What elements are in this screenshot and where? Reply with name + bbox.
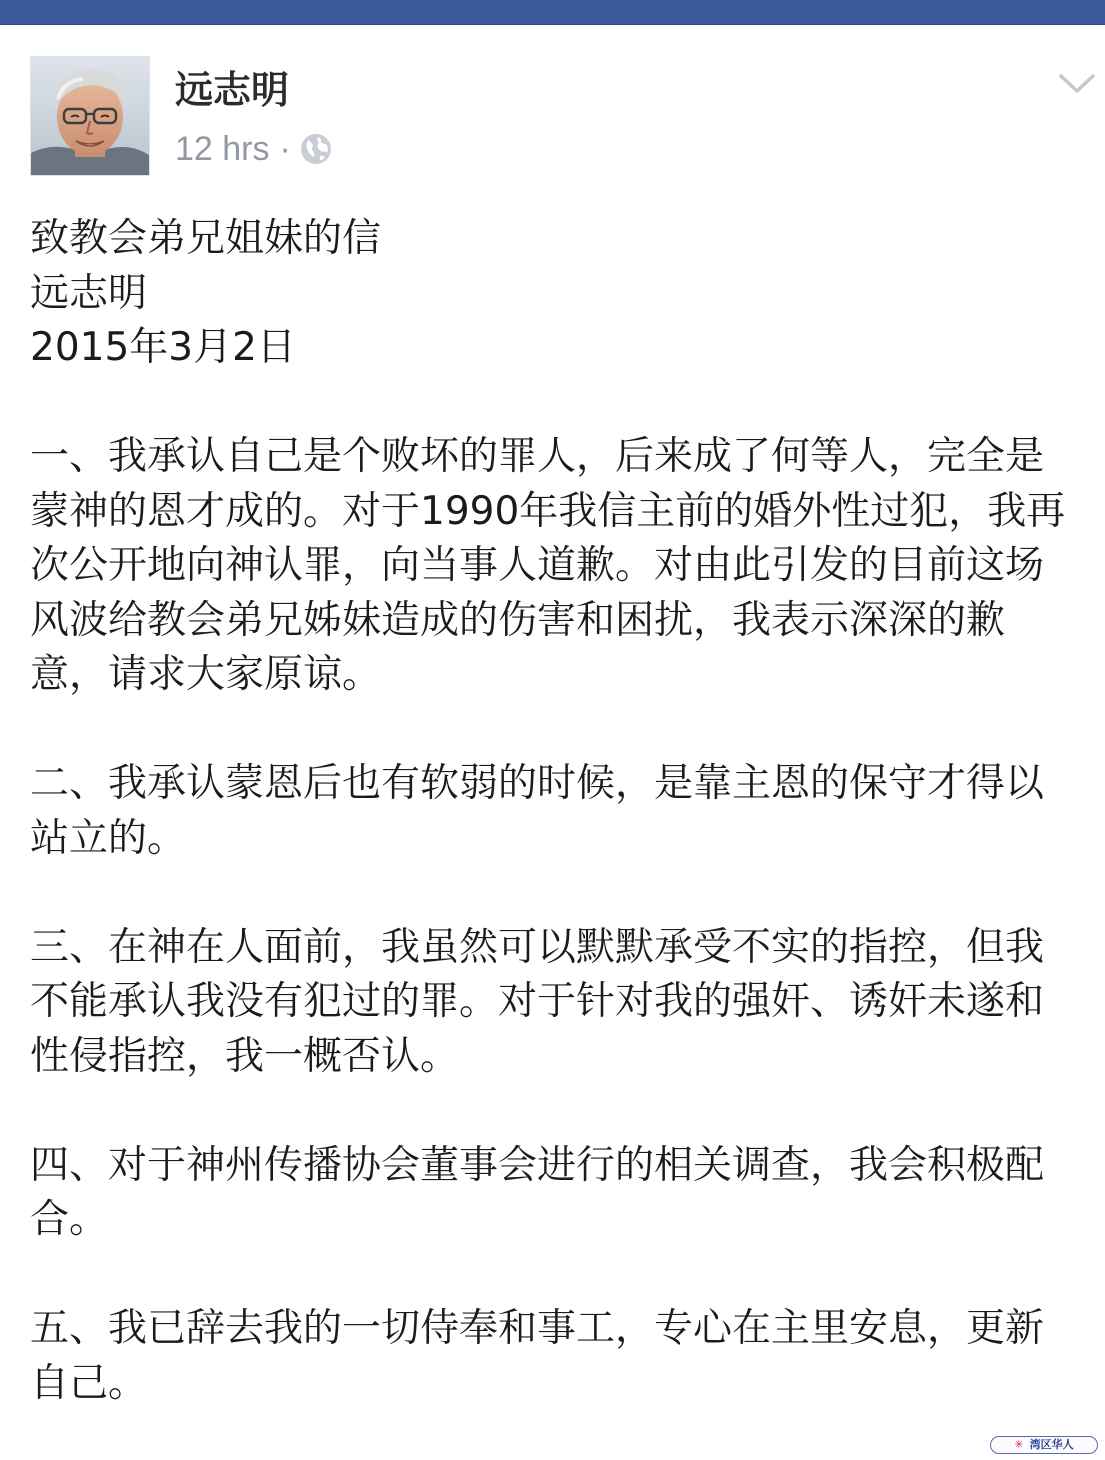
letter-title: 致教会弟兄姐妹的信 — [30, 216, 382, 261]
watermark-badge — [990, 1436, 1098, 1454]
paragraph-gap — [30, 866, 1080, 921]
chevron-down-icon[interactable] — [1058, 72, 1096, 96]
paragraph-point-1: 一、我承认自己是个败坏的罪人，后来成了何等人，完全是蒙神的恩才成的。对于1990年我信主前的婚外性过犯，我再次公开地向神认罪，向当事人道歉。对由此引发的目前这场风波给教会弟兄姊妹造成的伤害和困扰，我表示深深的歉意，请求大家原谅。 — [30, 434, 1066, 697]
author-name[interactable]: 远志明 — [175, 68, 290, 112]
post-content — [30, 212, 1080, 1411]
star-icon: ✳ — [1014, 1438, 1024, 1451]
globe-icon[interactable] — [300, 133, 332, 165]
paragraph-point-2: 二、我承认蒙恩后也有软弱的时候，是靠主恩的保守才得以站立的。 — [30, 761, 1045, 861]
letter-signature: 远志明 — [30, 270, 148, 316]
paragraph-gap — [30, 376, 1080, 431]
post-meta — [175, 126, 332, 172]
paragraph-point-3: 三、在神在人面前，我虽然可以默默承受不实的指控，但我不能承认我没有犯过的罪。对于针对我的强奸、诱奸未遂和性侵指控，我一概否认。 — [30, 924, 1045, 1079]
paragraph-gap — [30, 1084, 1080, 1139]
paragraph-gap — [30, 703, 1080, 758]
meta-separator: · — [279, 129, 291, 168]
post-time[interactable]: 12 hrs — [175, 129, 270, 168]
paragraph-point-4: 四、对于神州传播协会董事会进行的相关调查，我会积极配合。 — [30, 1142, 1045, 1242]
watermark-text: 湾区华人 — [1029, 1438, 1074, 1451]
top-bar — [0, 0, 1105, 25]
paragraph-gap — [30, 1248, 1080, 1303]
letter-date: 2015年3月2日 — [30, 325, 296, 370]
paragraph-point-5: 五、我已辞去我的一切侍奉和事工，专心在主里安息，更新自己。 — [30, 1306, 1045, 1406]
avatar[interactable] — [30, 56, 150, 176]
